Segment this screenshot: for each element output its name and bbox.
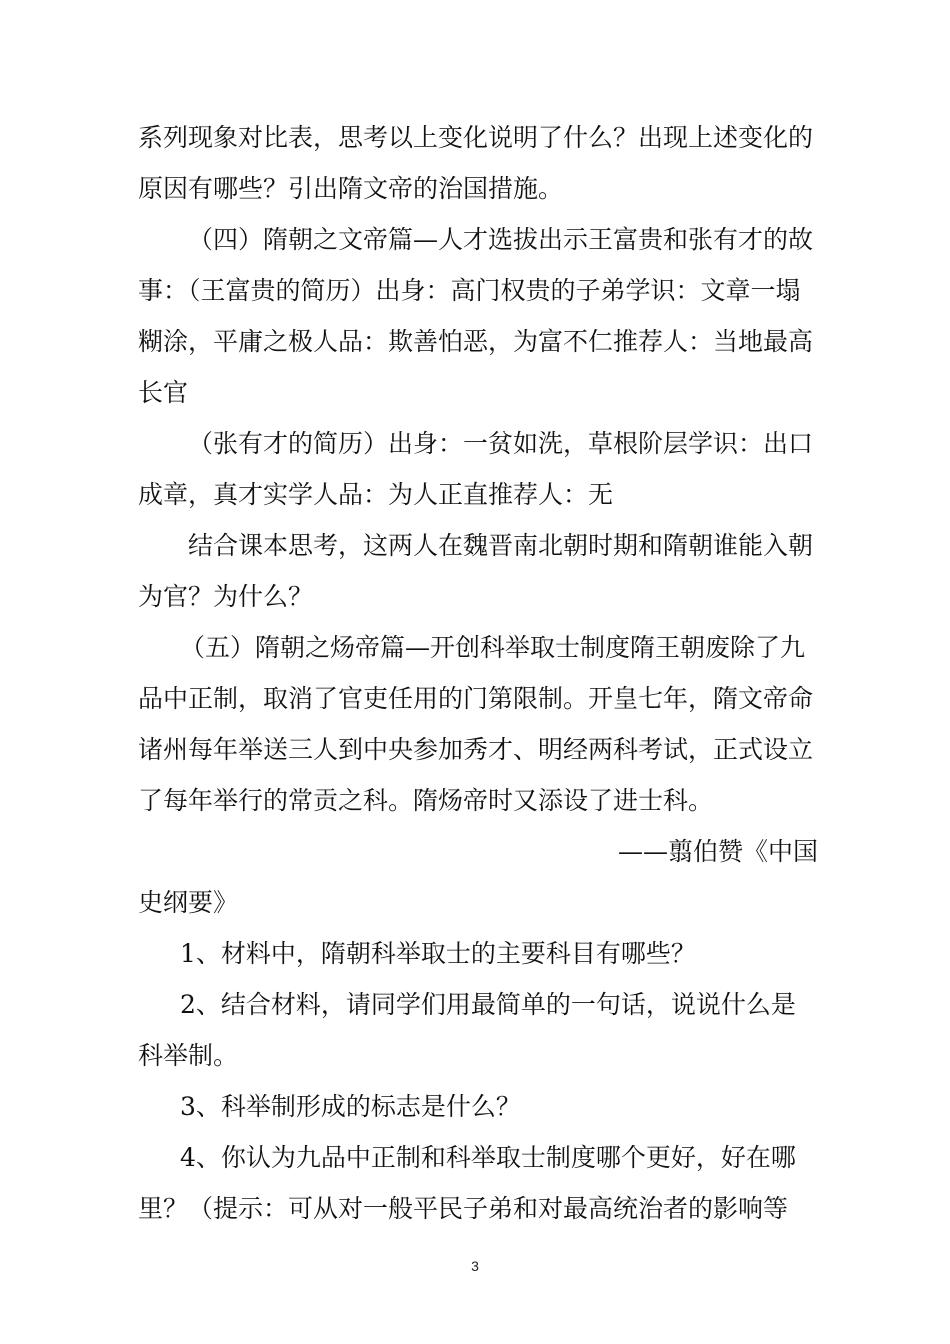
paragraph-section-5: （五）隋朝之炀帝篇—开创科举取士制度隋王朝废除了九品中正制，取消了官吏任用的门第限制。开皇七年，隋文帝命诸州每年举送三人到中央参加秀才、明经两科考试，正式设立了每年举行的常贡之科。隋炀帝时又添设了进士科。 [138,633,814,815]
question-1: 1、材料中，隋朝科举取士的主要科目有哪些？ [180,939,696,968]
question-4: 4、你认为九品中正制和科举取士制度哪个更好，好在哪里？（提示：可从对一般平民子弟和对最高统治者的影响等 [138,1143,796,1223]
citation-author: ——翦伯赞《中国 [617,837,818,866]
paragraph-section-4: （四）隋朝之文帝篇—人才选拔出示王富贵和张有才的故事：（王富贵的简历）出身：高门权贵的子弟学识：文章一塌糊涂，平庸之极人品：欺善怕恶，为富不仁推荐人：当地最高长官 [138,225,814,407]
paragraph-question: 结合课本思考，这两人在魏晋南北朝时期和隋朝谁能入朝为官？为什么？ [138,531,814,611]
body-text [138,112,818,1234]
paragraph-continuation: 系列现象对比表，思考以上变化说明了什么？出现上述变化的原因有哪些？引出隋文帝的治国措施。 [138,123,814,203]
question-2: 2、结合材料，请同学们用最简单的一句话，说说什么是科举制。 [138,990,796,1070]
paragraph-zhang-resume: （张有才的简历）出身：一贫如洗，草根阶层学识：出口成章，真才实学人品：为人正直推荐人：无 [138,429,814,509]
question-3: 3、科举制形成的标志是什么？ [180,1092,521,1121]
citation-title: 史纲要》 [138,888,239,917]
page-number: 3 [471,1258,479,1274]
